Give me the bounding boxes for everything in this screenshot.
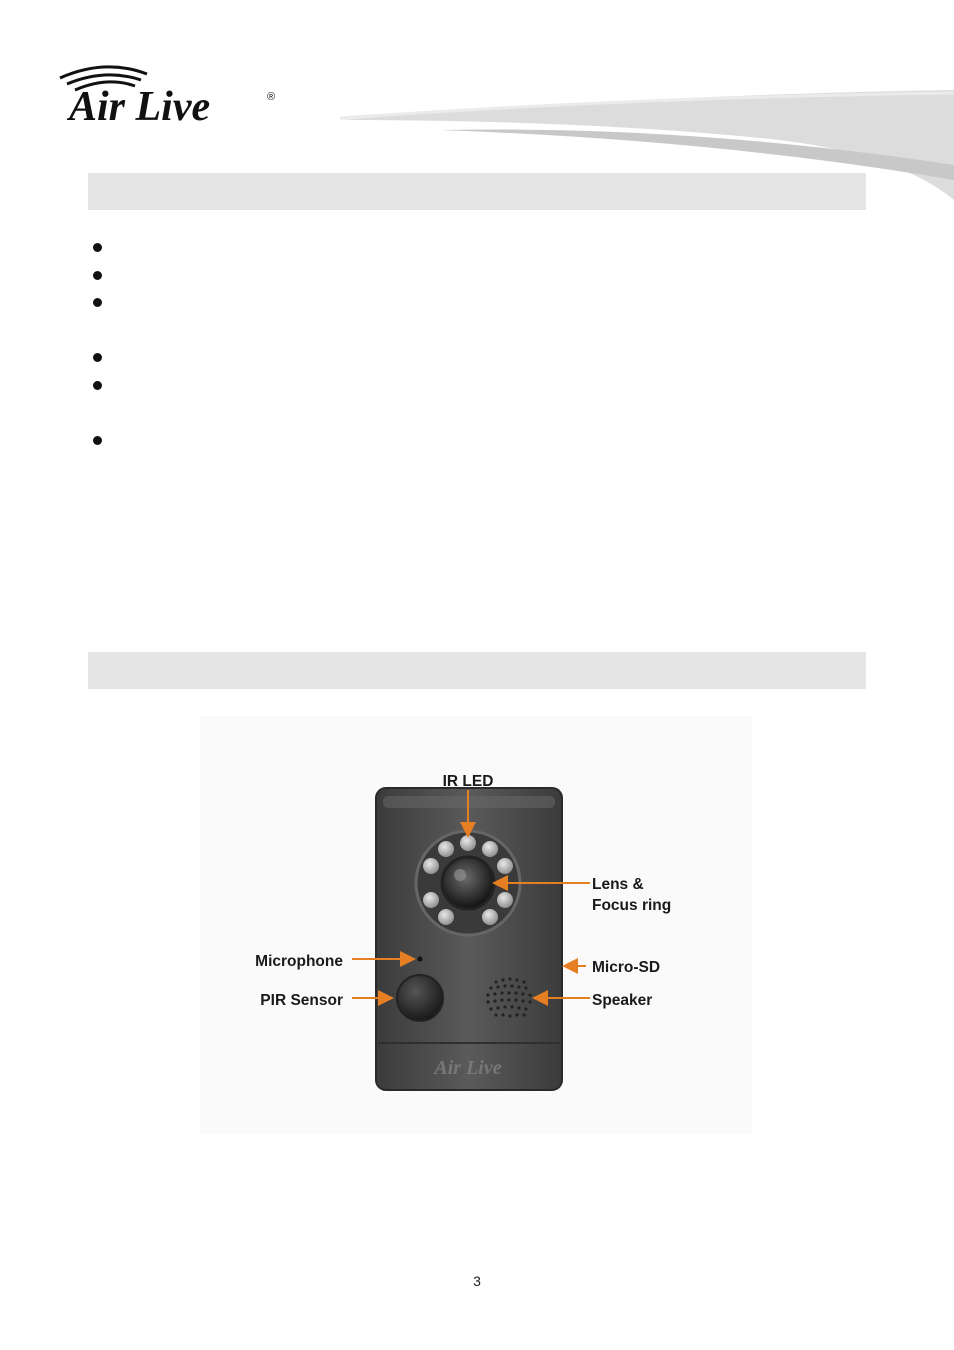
label-ir-led: IR LED xyxy=(442,773,494,790)
device-logo: Air Live xyxy=(434,1057,502,1079)
section-header-bar-1 xyxy=(88,173,866,210)
logo-wordmark: Air Live xyxy=(69,84,211,130)
camera-device-figure xyxy=(200,716,752,1134)
bullet-dot-icon xyxy=(93,298,102,307)
label-micro-sd: Micro-SD xyxy=(592,959,661,976)
bullet-dot-icon xyxy=(93,243,102,252)
page-number: 3 xyxy=(473,1273,481,1289)
label-focus-ring: Focus ring xyxy=(592,897,672,914)
lens xyxy=(442,857,494,909)
bullet-dot-icon xyxy=(93,353,102,362)
bullet-dot-icon xyxy=(93,436,102,445)
pir-sensor xyxy=(397,975,443,1021)
svg-text:®: ® xyxy=(267,91,276,103)
bullet-dot-icon xyxy=(93,271,102,280)
airlive-logo xyxy=(55,60,285,130)
label-speaker: Speaker xyxy=(592,992,653,1009)
microphone-hole xyxy=(418,957,423,962)
label-microphone: Microphone xyxy=(255,953,343,970)
section-header-bar-2 xyxy=(88,652,866,689)
label-lens: Lens & xyxy=(592,876,644,893)
label-pir-sensor: PIR Sensor xyxy=(260,992,343,1009)
bullet-dot-icon xyxy=(93,381,102,390)
